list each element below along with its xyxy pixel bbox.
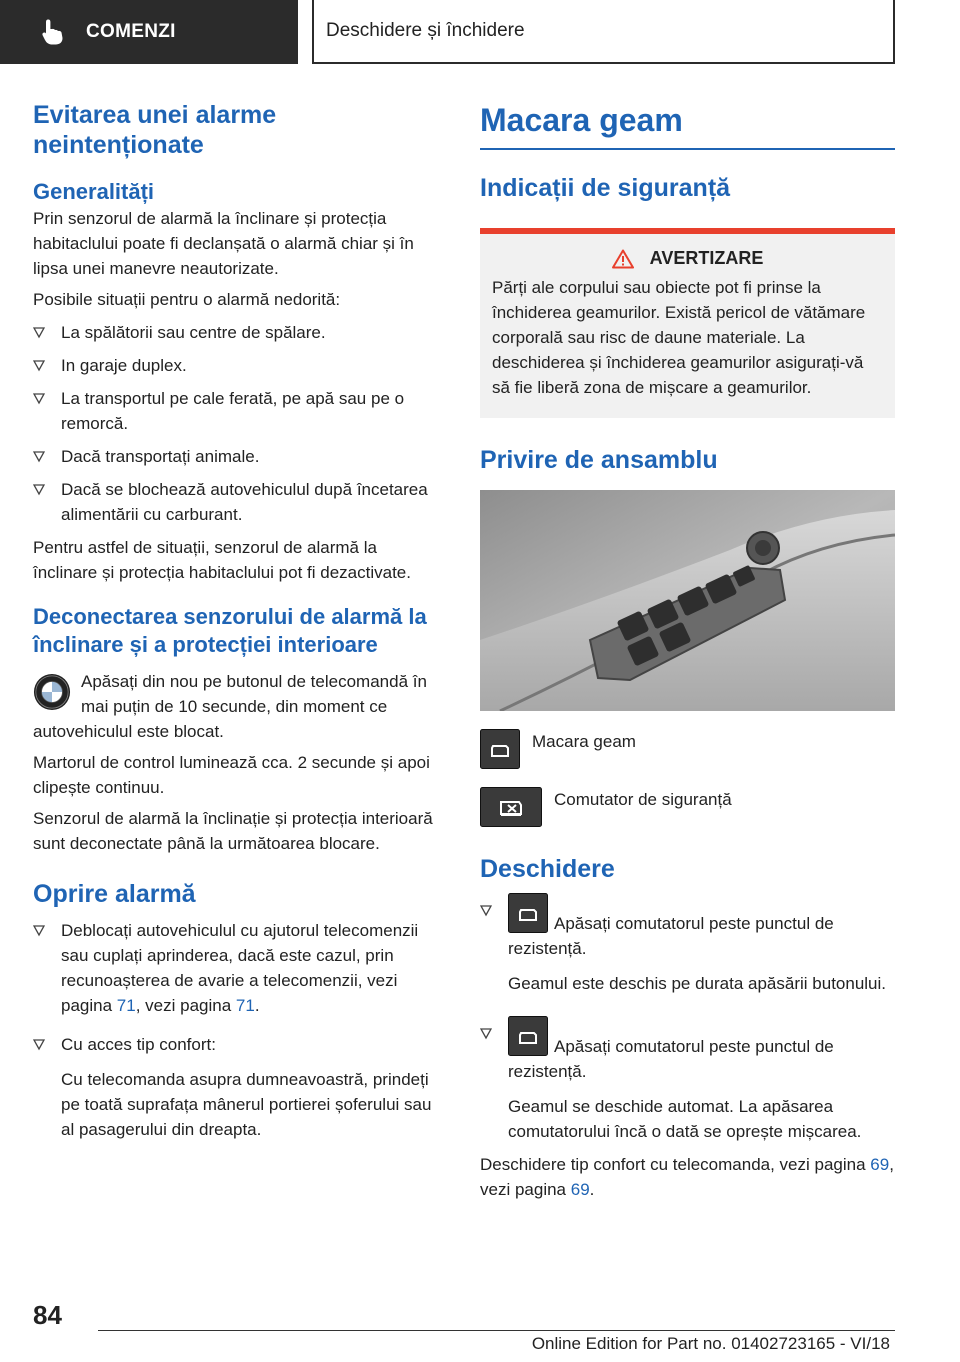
open-title: Deschidere: [480, 855, 615, 883]
triangle-bullet-icon: [33, 451, 45, 463]
safety-title: Indicații de siguranță: [480, 174, 731, 202]
safety-switch-icon: [480, 787, 542, 827]
triangle-bullet-icon: [480, 1028, 492, 1040]
general-paragraph-2: Posibile situații pentru o alarmă nedorită:: [33, 290, 341, 309]
window-switch-icon: [508, 1016, 548, 1056]
triangle-bullet-icon: [33, 484, 45, 496]
comfort-open-text: Deschidere tip confort cu telecomanda, vezi pagina 69, vezi pagina 69.: [480, 1155, 894, 1199]
stop-alarm-title: Oprire alarmă: [33, 880, 196, 908]
deactivate-paragraph-1: Apăsați din nou pe butonul de telecomandă în mai puțin de 10 secunde, din moment ce autovehiculul este blocat.: [33, 672, 427, 741]
page-number: 84: [33, 1300, 62, 1330]
legend-window-lifter: [480, 729, 895, 769]
page-link[interactable]: 71: [235, 996, 255, 1015]
left-column: [33, 100, 443, 1150]
list-item: Dacă se blochează autovehiculul după încetarea alimentării cu carburant.: [33, 477, 443, 527]
window-switch-icon: [480, 729, 520, 769]
deactivate-paragraph-3: Senzorul de alarmă la înclinație și protecția interioară sunt deconectate până la următoarea blocare.: [33, 809, 433, 853]
triangle-bullet-icon: [33, 360, 45, 372]
list-item: La spălătorii sau centre de spălare.: [33, 320, 443, 345]
legend-safety-switch: [480, 787, 895, 827]
list-item: Dacă transportați animale.: [33, 444, 443, 469]
page-link[interactable]: 71: [116, 996, 136, 1015]
triangle-bullet-icon: [33, 327, 45, 339]
situations-list: [33, 320, 443, 527]
general-title: Generalități: [33, 179, 155, 204]
legend-label-1: Macara geam: [532, 732, 636, 751]
general-paragraph-1: Prin senzorul de alarmă la înclinare și protecția habitaclului poate fi declanșată o alarmă chiar și în lipsa unei manevre neautorizate.: [33, 209, 414, 278]
title-rule: [480, 148, 895, 150]
open-step-2-result: Geamul se deschide automat. La apăsarea comutatorului încă o dată se oprește mișcarea.: [508, 1097, 862, 1141]
list-item: Apăsați comutatorul peste punctul de rezistență. Geamul se deschide automat. La apăsarea comutatorului încă o dată se oprește mișcarea.: [480, 1016, 895, 1144]
bmw-logo-icon: [33, 673, 71, 711]
page-link[interactable]: 69: [870, 1155, 890, 1174]
legend-label-2: Comutator de siguranță: [554, 790, 732, 809]
page-link[interactable]: 69: [570, 1180, 590, 1199]
list-item: Apăsați comutatorul peste punctul de rezistență. Geamul este deschis pe durata apăsării butonului.: [480, 893, 895, 996]
general-paragraph-3: Pentru astfel de situații, senzorul de alarmă la înclinare și protecția habitaclului pot fi dezactivate.: [33, 538, 411, 582]
open-list: [480, 893, 895, 1144]
warning-label: AVERTIZARE: [649, 248, 764, 268]
triangle-bullet-icon: [480, 905, 492, 917]
deactivate-block: [33, 669, 443, 744]
list-item: Deblocați autovehiculul cu ajutorul telecomenzii sau cuplați aprinderea, dacă este cazul, prin recunoașterea de avarie a telecomenzii, vezi pagina 71, vezi pagina 71.: [33, 918, 443, 1018]
door-panel-photo: [480, 490, 895, 711]
section-tab: [0, 0, 298, 64]
stop-alarm-list: [33, 918, 443, 1142]
list-item: In garaje duplex.: [33, 353, 443, 378]
triangle-bullet-icon: [33, 925, 45, 937]
section-label: COMENZI: [86, 21, 176, 42]
warning-text: Părți ale corpului sau obiecte pot fi prinse la închiderea geamurilor. Există pericol de vătămare corporală sau risc de daune materiale. La deschiderea și închiderea geamurilor asigurați-vă să fie liberă zona de mișcare a geamurilor.: [492, 278, 866, 397]
footer-rule: [98, 1330, 895, 1331]
open-step-1-result: Geamul este deschis pe durata apăsării butonului.: [508, 974, 887, 993]
triangle-bullet-icon: [33, 393, 45, 405]
window-switch-icon: [508, 893, 548, 933]
window-lifter-title: Macara geam: [480, 102, 683, 138]
chapter-label: Deschidere și închidere: [326, 20, 525, 41]
warning-triangle-icon: [612, 249, 634, 269]
deactivate-paragraph-2: Martorul de control luminează cca. 2 secunde și apoi clipește continuu.: [33, 753, 430, 797]
comfort-access-text: Cu telecomanda asupra dumneavoastră, prindeți pe toată suprafața mânerul portierei șoferului sau al pasagerului din dreapta.: [61, 1070, 432, 1139]
overview-title: Privire de ansamblu: [480, 446, 718, 474]
triangle-bullet-icon: [33, 1039, 45, 1051]
hand-pointer-icon: [40, 18, 66, 46]
deactivate-title: Deconectarea senzorului de alarmă la înclinare și a protecției interioare: [33, 604, 427, 657]
alarm-title: Evitarea unei alarme neintenționate: [33, 101, 277, 159]
warning-header: [492, 248, 883, 269]
list-item: La transportul pe cale ferată, pe apă sau pe o remorcă.: [33, 386, 443, 436]
list-item: Cu acces tip confort: Cu telecomanda asupra dumneavoastră, prindeți pe toată suprafața mânerul portierei șoferului sau al pasagerului din dreapta.: [33, 1032, 443, 1142]
chapter-tab: [312, 0, 895, 64]
edition-text: Online Edition for Part no. 01402723165 - VI/18: [531, 1334, 890, 1353]
right-column: [480, 100, 895, 1202]
warning-box: [480, 234, 895, 418]
